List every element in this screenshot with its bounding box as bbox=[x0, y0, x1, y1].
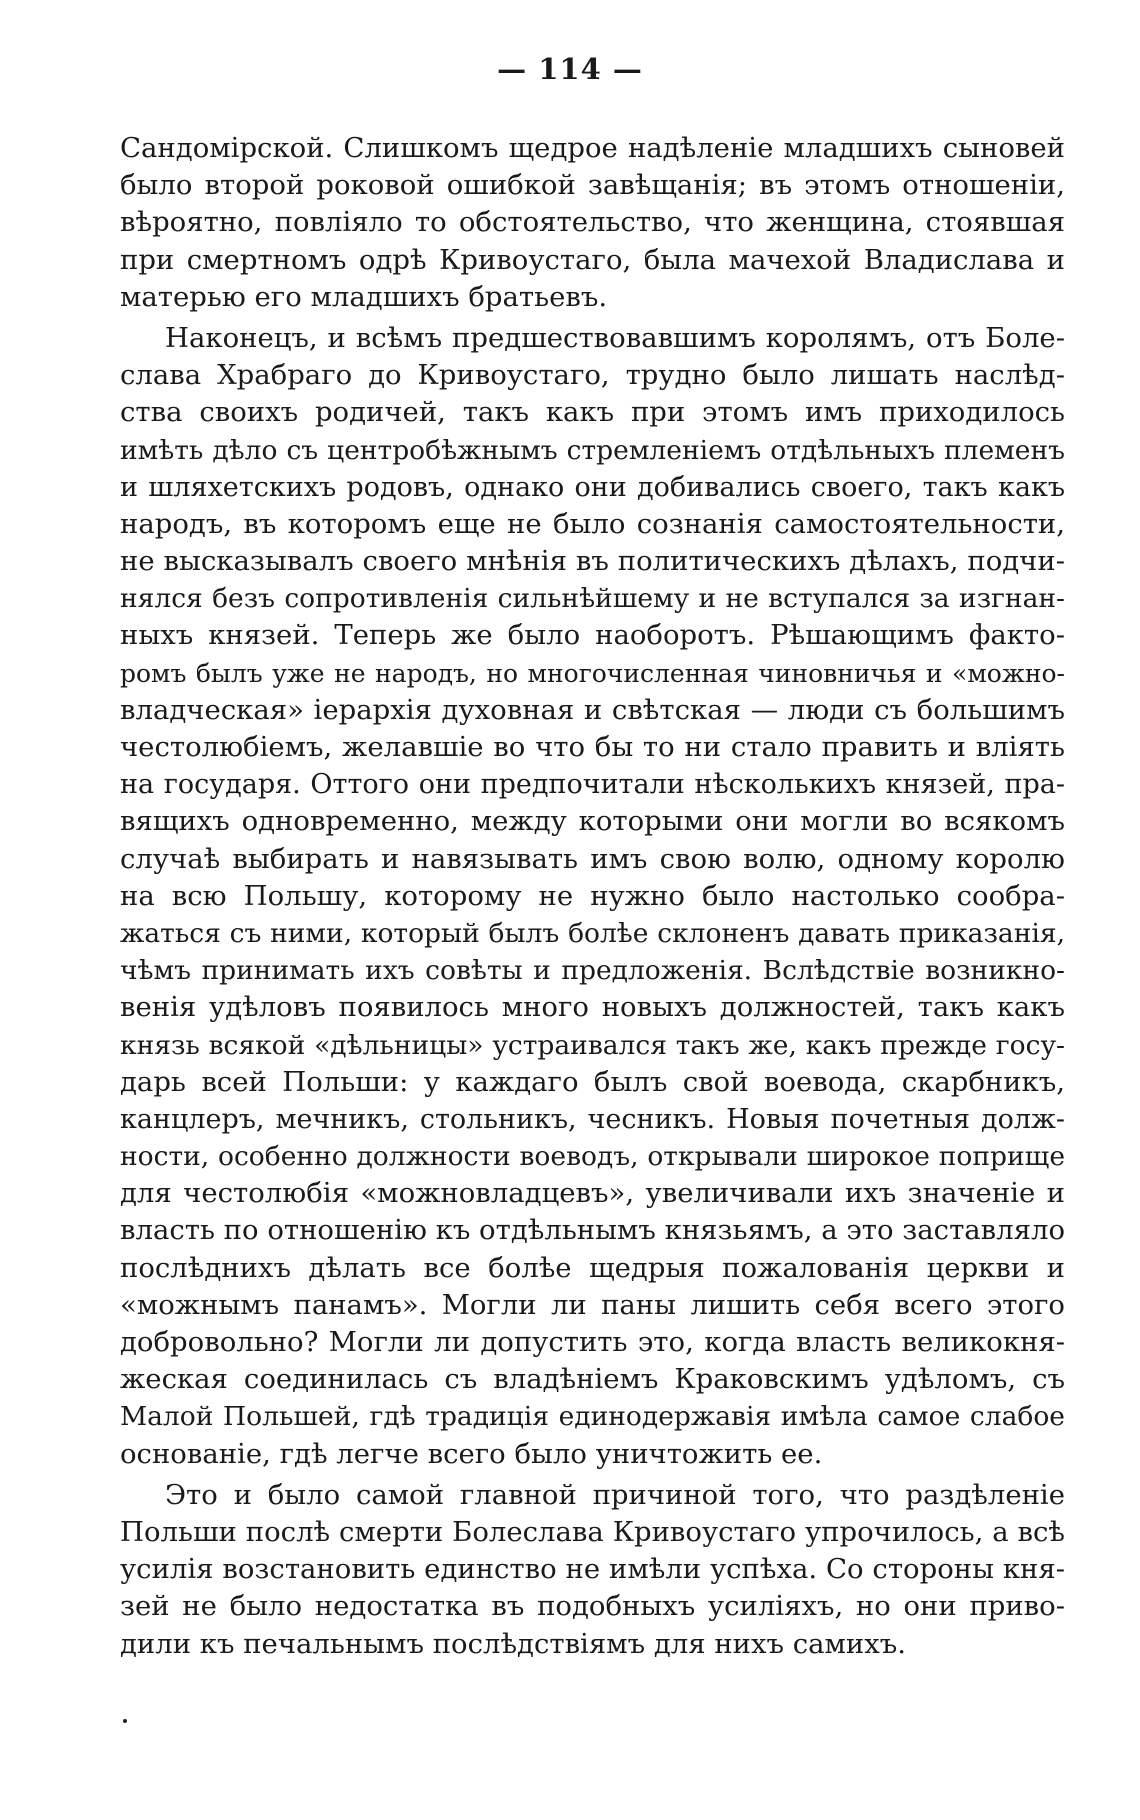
text-line: случаѣ выбирать и навязывать имъ свою волю, одному королю bbox=[120, 842, 1065, 875]
text-line: власть по отношенію къ отдѣльнымъ князьямъ, а это заставляло bbox=[120, 1214, 1065, 1247]
text-line: было второй роковой ошибкой завѣщанія; въ этомъ отношеніи, bbox=[120, 169, 1065, 202]
text-line: Наконецъ, и всѣмъ предшествовавшимъ королямъ, отъ Боле- bbox=[165, 321, 1065, 354]
text-line: на всю Польшу, которому не нужно было настолько сообра- bbox=[120, 879, 1065, 912]
text-line: народъ, въ которомъ еще не было сознанія самостоятельности, bbox=[120, 507, 1065, 540]
text-line: имѣть дѣло съ центробѣжнымъ стремленіемъ отдѣльныхъ племенъ bbox=[120, 434, 1065, 466]
text-line: не высказывалъ своего мнѣнія въ политическихъ дѣлахъ, подчи- bbox=[120, 545, 1065, 578]
text-line: «можнымъ панамъ». Могли ли паны лишить себя всего этого bbox=[120, 1288, 1065, 1321]
text-line: жеская соединилась съ владѣніемъ Краковскимъ удѣломъ, съ bbox=[120, 1363, 1065, 1396]
text-line: при смертномъ одрѣ Кривоустаго, была мачехой Владислава и bbox=[120, 243, 1065, 276]
text-line: послѣднихъ дѣлать все болѣе щедрыя пожалованія церкви и bbox=[120, 1251, 1065, 1284]
text-line: канцлеръ, мечникъ, стольникъ, чесникъ. Новыя почетныя долж- bbox=[120, 1103, 1065, 1135]
text-line: князь всякой «дѣльницы» устраивался такъ же, какъ прежде госу- bbox=[120, 1029, 1065, 1061]
text-line: Польши послѣ смерти Болеслава Кривоустаго упрочилось, а всѣ bbox=[120, 1515, 1065, 1548]
text-line: матерью его младшихъ братьевъ. bbox=[120, 280, 608, 313]
text-line: чѣмъ принимать ихъ совѣты и предложенія. Вслѣдствіе возникно- bbox=[120, 955, 1065, 987]
text-line: усилія возстановить единство не имѣли успѣха. Со стороны кня- bbox=[120, 1553, 1065, 1586]
text-line: Сандомірской. Слишкомъ щедрое надѣленіе младшихъ сыновей bbox=[120, 132, 1065, 164]
text-line: вѣроятно, повліяло то обстоятельство, что женщина, стоявшая bbox=[120, 206, 1065, 239]
text-line: ства своихъ родичей, такъ какъ при этомъ имъ приходилось bbox=[120, 396, 1065, 429]
text-line: Малой Польшей, гдѣ традиція единодержавія имѣла самое слабое bbox=[120, 1401, 1065, 1433]
text-line: ныхъ князей. Теперь же было наоборотъ. Рѣшающимъ факто- bbox=[120, 619, 1065, 652]
text-line: владческая» іерархія духовная и свѣтская — люди съ большимъ bbox=[120, 693, 1065, 726]
text-line: для честолюбія «можновладцевъ», увеличивали ихъ значеніе и bbox=[120, 1177, 1065, 1210]
page-number: — 114 — bbox=[497, 52, 643, 86]
text-line: слава Храбраго до Кривоустаго, трудно было лишать наслѣд- bbox=[120, 359, 1065, 392]
text-line: вящихъ одновременно, между которыми они могли во всякомъ bbox=[120, 805, 1065, 838]
text-line: ромъ былъ уже не народъ, но многочисленная чиновничья и «можно- bbox=[120, 658, 1065, 688]
text-line: венія удѣловъ появилось много новыхъ должностей, такъ какъ bbox=[120, 991, 1065, 1024]
text-line: основаніе, гдѣ легче всего было уничтожить ее. bbox=[120, 1437, 823, 1470]
text-line: Это и было самой главной причиной того, что раздѣленіе bbox=[165, 1478, 1065, 1511]
text-line: честолюбіемъ, желавшіе во что бы то ни стало править и вліять bbox=[120, 731, 1065, 763]
text-line: нялся безъ сопротивленія сильнѣйшему и не вступался за изгнан- bbox=[120, 583, 1065, 615]
text-line: и шляхетскихъ родовъ, однако они добивались своего, такъ какъ bbox=[120, 471, 1065, 503]
text-line: добровольно? Могли ли допустить это, когда власть великокня- bbox=[120, 1326, 1065, 1358]
text-line: ности, особенно должности воеводъ, открывали широкое поприще bbox=[120, 1141, 1065, 1173]
text-line: дили къ печальнымъ послѣдствіямъ для нихъ самихъ. bbox=[120, 1627, 906, 1660]
text-line: дарь всей Польши: у каждаго былъ свой воевода, скарбникъ, bbox=[120, 1065, 1065, 1098]
text-line: на государя. Оттого они предпочитали нѣсколькихъ князей, пра- bbox=[120, 769, 1065, 801]
body-text bbox=[120, 130, 1065, 1663]
text-line: зей не было недостатка въ подобныхъ усиліяхъ, но они приво- bbox=[120, 1590, 1065, 1623]
text-line: жаться съ ними, который былъ болѣе склоненъ давать приказанія, bbox=[120, 917, 1065, 949]
scan-speck bbox=[123, 1719, 127, 1723]
